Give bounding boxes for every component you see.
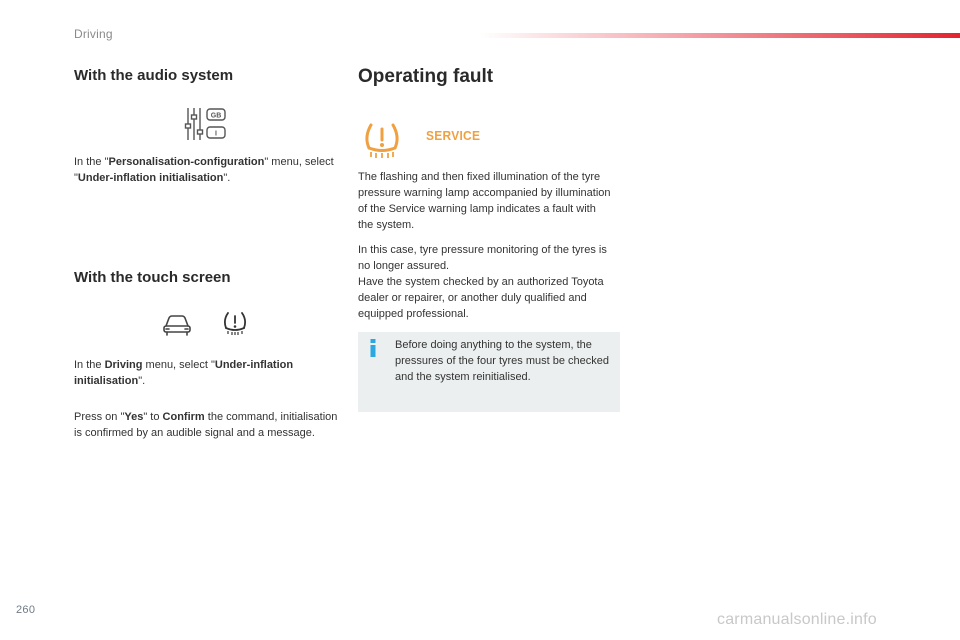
audio-system-instructions: In the "Personalisation-configuration" menu, select "Under-inflation initialisation". (74, 156, 334, 184)
touch-screen-heading: With the touch screen (74, 269, 231, 286)
settings-sliders-icon (184, 104, 228, 144)
touch-screen-instructions: In the Driving menu, select "Under-inflation initialisation". (74, 359, 294, 387)
audio-system-heading: With the audio system (74, 67, 234, 84)
service-warning-label: SERVICE (426, 128, 481, 143)
watermark: carmanualsonline.info (717, 611, 877, 628)
section-label: Driving (74, 27, 113, 41)
confirm-instructions: Press on "Yes" to Confirm the command, initialisation is confirmed by an audible signal and a message. (74, 411, 338, 439)
note-text: Before doing anything to the system, the pressures of the four tyres must be checked and the system reinitialised. (395, 339, 609, 383)
have-system-checked: Have the system checked by an authorized Toyota dealer or repairer, or another duly qualified and equipped professional. (358, 276, 604, 320)
header-bar (480, 33, 960, 38)
info-icon (369, 339, 377, 357)
icon-badge-i: I (215, 130, 217, 138)
tyre-pressure-warning-icon (362, 120, 402, 160)
monitoring-not-assured: In this case, tyre pressure monitoring of the tyres is no longer assured. (358, 244, 607, 272)
fault-description: The flashing and then fixed illumination of the tyre pressure warning lamp accompanied by illumination of the Service warning lamp indicates a fault with the system. (358, 171, 611, 231)
icon-badge-gb: GB (210, 112, 222, 120)
operating-fault-heading: Operating fault (358, 66, 494, 87)
page-number: 260 (16, 604, 36, 616)
car-icon (162, 312, 192, 336)
tyre-pressure-icon (222, 310, 248, 336)
